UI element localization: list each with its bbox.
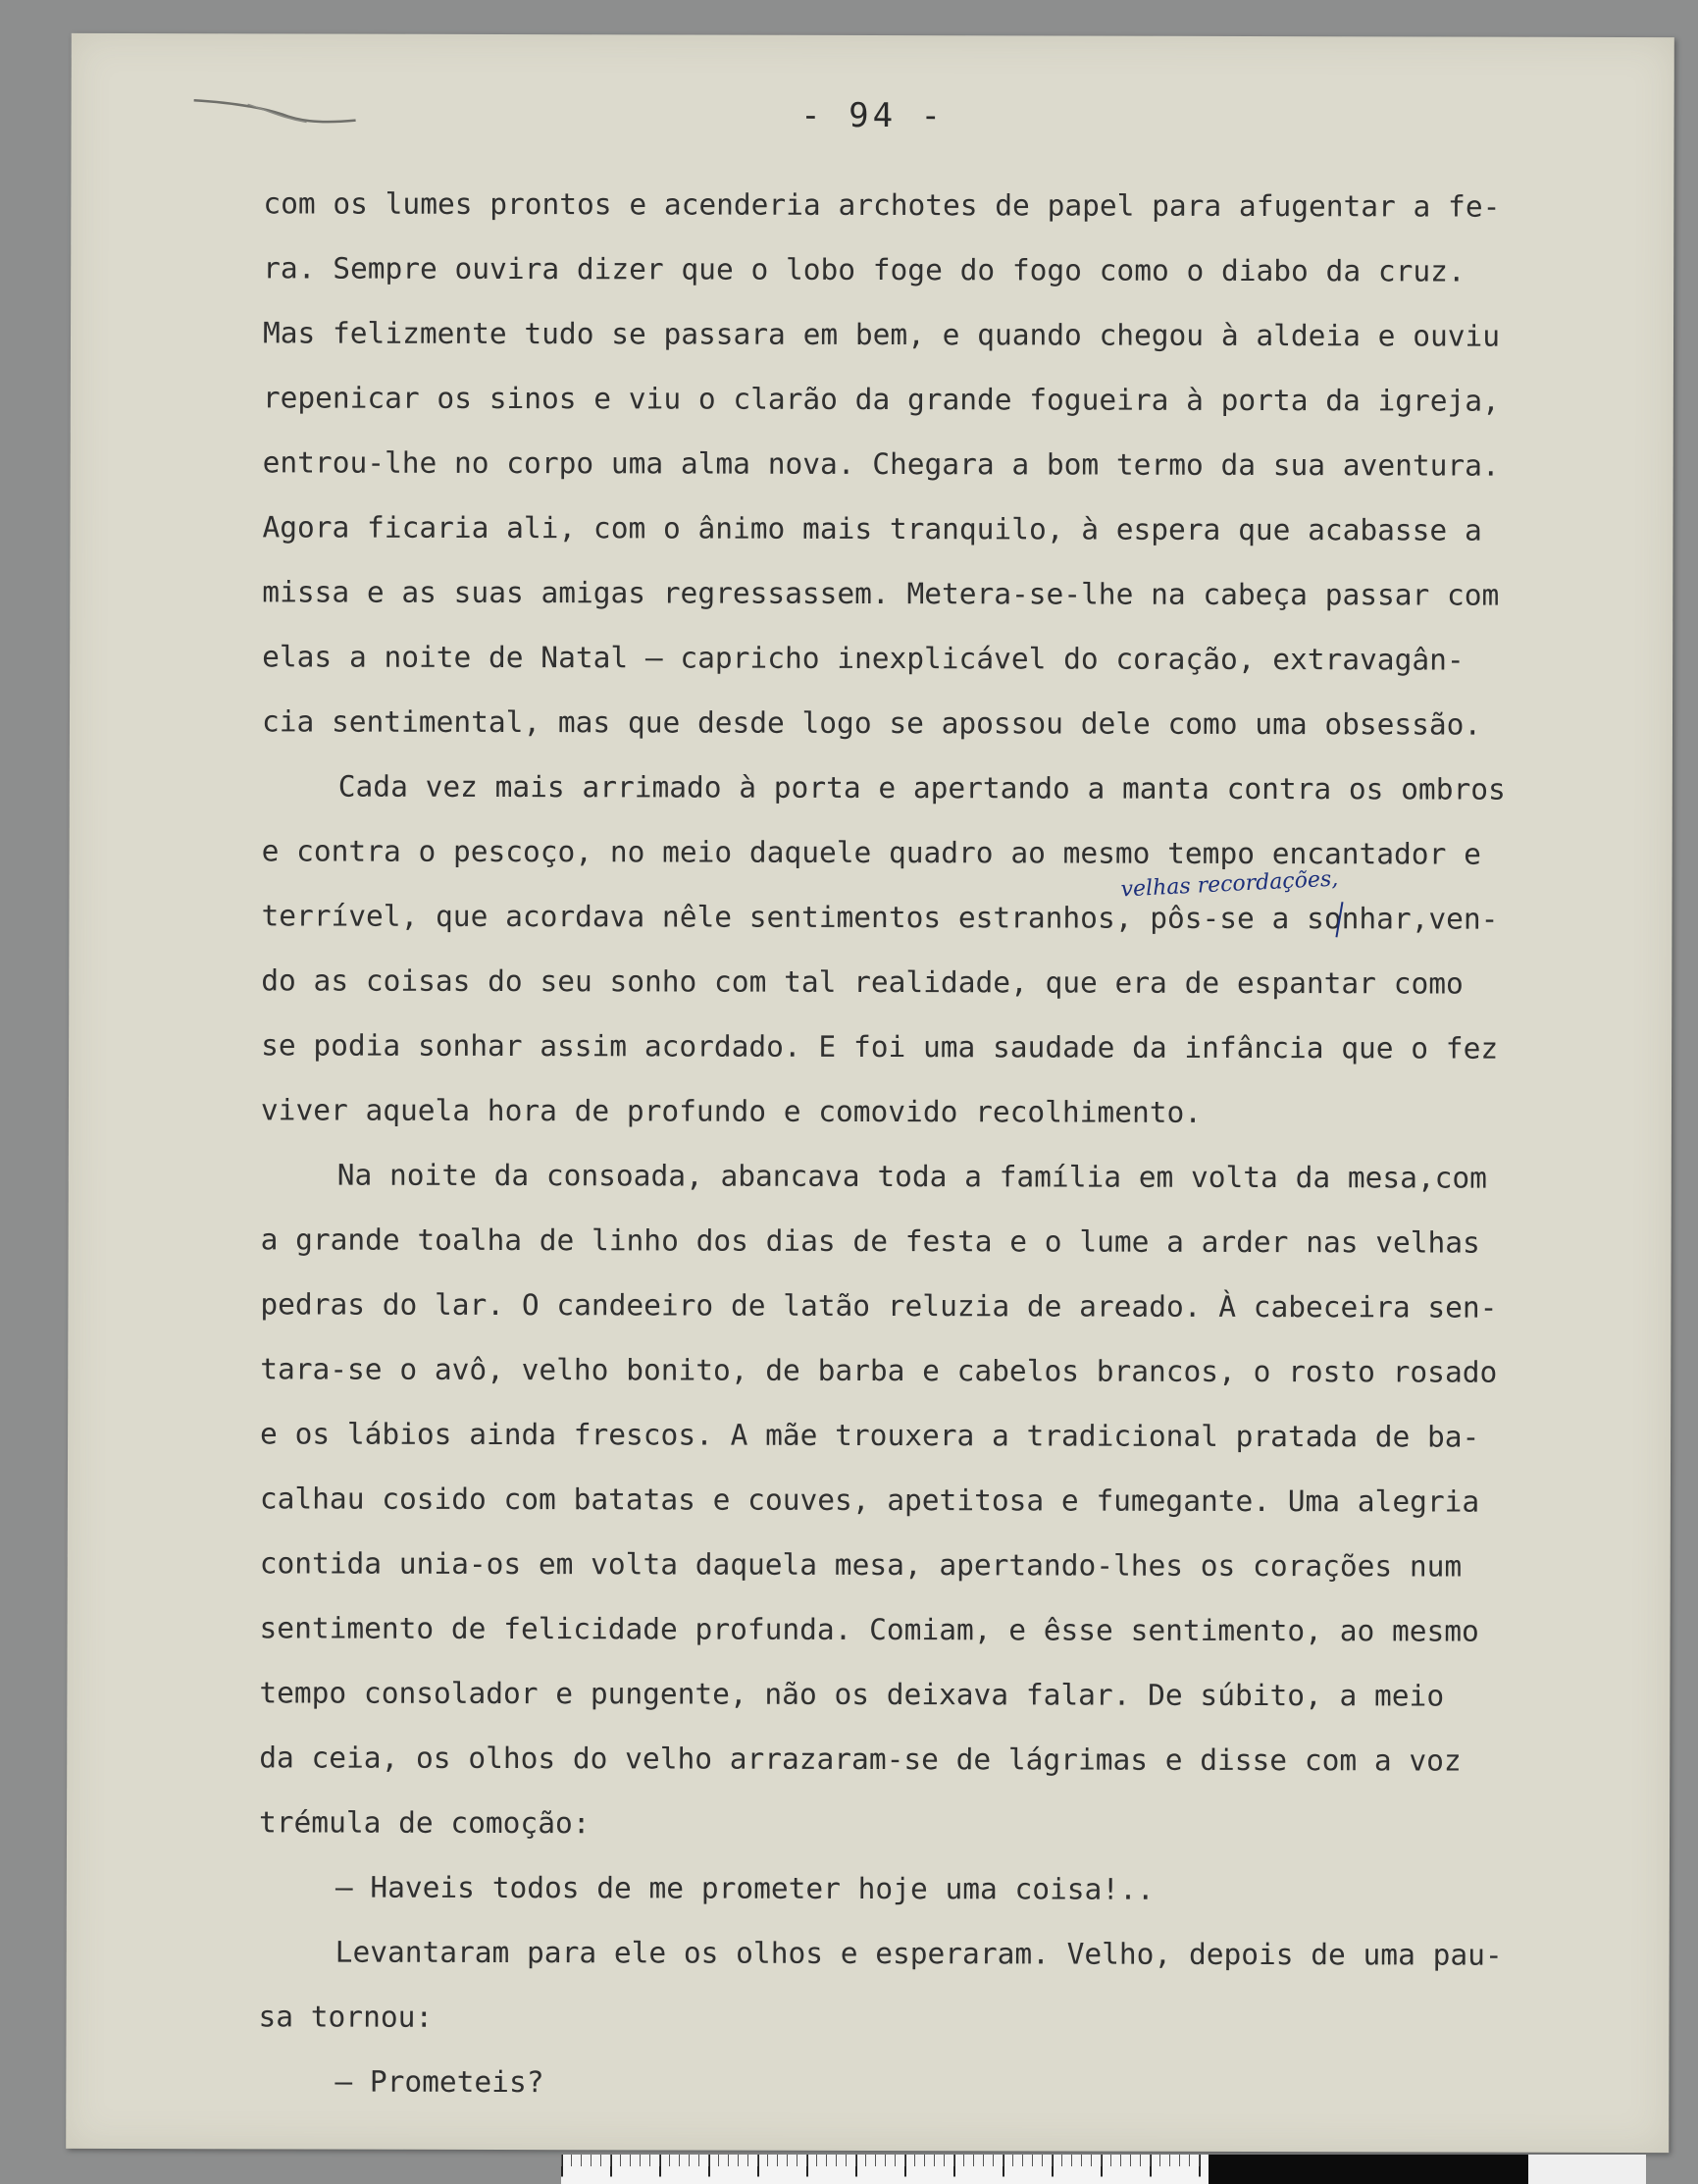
- text-line: — Haveis todos de me prometer hoje uma coisa!..: [334, 1870, 1155, 1906]
- text-line: trémula de comoção:: [259, 1805, 591, 1841]
- document-page: [66, 33, 1674, 2153]
- text-line: Cada vez mais arrimado à porta e apertando a manta contra os ombros: [337, 769, 1506, 806]
- text-line: missa e as suas amigas regressassem. Metera-se-lhe na cabeça passar com: [262, 575, 1500, 612]
- text-line: entrou-lhe no corpo uma alma nova. Chegara a bom termo da sua aventura.: [262, 445, 1500, 483]
- text-line: viver aquela hora de profundo e comovido recolhimento.: [260, 1093, 1203, 1129]
- text-line: repenicar os sinos e viu o clarão da grande fogueira à porta da igreja,: [262, 381, 1500, 418]
- ruler-ticks: [561, 2155, 1209, 2184]
- typed-text-body: [258, 171, 1698, 2117]
- text-line: tara-se o avô, velho bonito, de barba e cabelos brancos, o rosto rosado: [260, 1352, 1498, 1389]
- text-line: e os lábios ainda frescos. A mãe trouxera a tradicional pratada de ba-: [260, 1417, 1480, 1454]
- text-line: ra. Sempre ouvira dizer que o lobo foge do fogo como o diabo da cruz.: [263, 251, 1466, 288]
- color-calibration-block: [1209, 2155, 1646, 2184]
- insertion-mark-icon: [1332, 900, 1346, 939]
- text-line: Agora ficaria ali, com o ânimo mais tranquilo, à espera que acabasse a: [262, 510, 1482, 547]
- text-line: pedras do lar. O candeeiro de latão reluzia de areado. À cabeceira sen-: [260, 1287, 1498, 1325]
- text-line: — Prometeis?: [334, 2064, 544, 2100]
- text-line: sentimento de felicidade profunda. Comiam, e êsse sentimento, ao mesmo: [259, 1611, 1479, 1648]
- text-line: sa tornou:: [258, 2000, 434, 2034]
- text-line: elas a noite de Natal — capricho inexplicável do coração, extravagân-: [262, 640, 1465, 677]
- page-number: - 94 -: [800, 95, 946, 136]
- scale-ruler: [561, 2155, 1646, 2184]
- handwritten-annotation: velhas recordações,: [1120, 866, 1339, 903]
- text-line: Levantaram para ele os olhos e esperaram. Velho, depois de uma pau-: [334, 1935, 1503, 1972]
- text-line: com os lumes prontos e acenderia archotes de papel para afugentar a fe-: [263, 186, 1501, 224]
- text-line: da ceia, os olhos do velho arrazaram-se de lágrimas e disse com a voz: [259, 1741, 1462, 1778]
- text-line: calhau cosido com batatas e couves, apetitosa e fumegante. Uma alegria: [259, 1482, 1480, 1519]
- text-line: contida unia-os em volta daquela mesa, apertando-lhes os corações num: [259, 1546, 1463, 1584]
- text-line: a grande toalha de linho dos dias de festa e o lume a arder nas velhas: [260, 1222, 1480, 1260]
- text-line: do as coisas do seu sonho com tal realidade, que era de espantar como: [261, 963, 1464, 1001]
- text-line: se podia sonhar assim acordado. E foi uma saudade da infância que o fez: [261, 1028, 1499, 1066]
- text-line: Mas felizmente tudo se passara em bem, e quando chegou à aldeia e ouviu: [262, 316, 1501, 353]
- text-line: cia sentimental, mas que desde logo se apossou dele como uma obsessão.: [261, 704, 1482, 742]
- text-line: Na noite da consoada, abancava toda a família em volta da mesa,com: [336, 1158, 1488, 1195]
- text-line: e contra o pescoço, no meio daquele quadro ao mesmo tempo encantador e: [261, 834, 1481, 871]
- text-line: terrível, que acordava nêle sentimentos estranhos, pôs-se a sonhar,ven-: [261, 899, 1499, 936]
- text-line: tempo consolador e pungente, não os deixava falar. De súbito, a meio: [259, 1676, 1445, 1713]
